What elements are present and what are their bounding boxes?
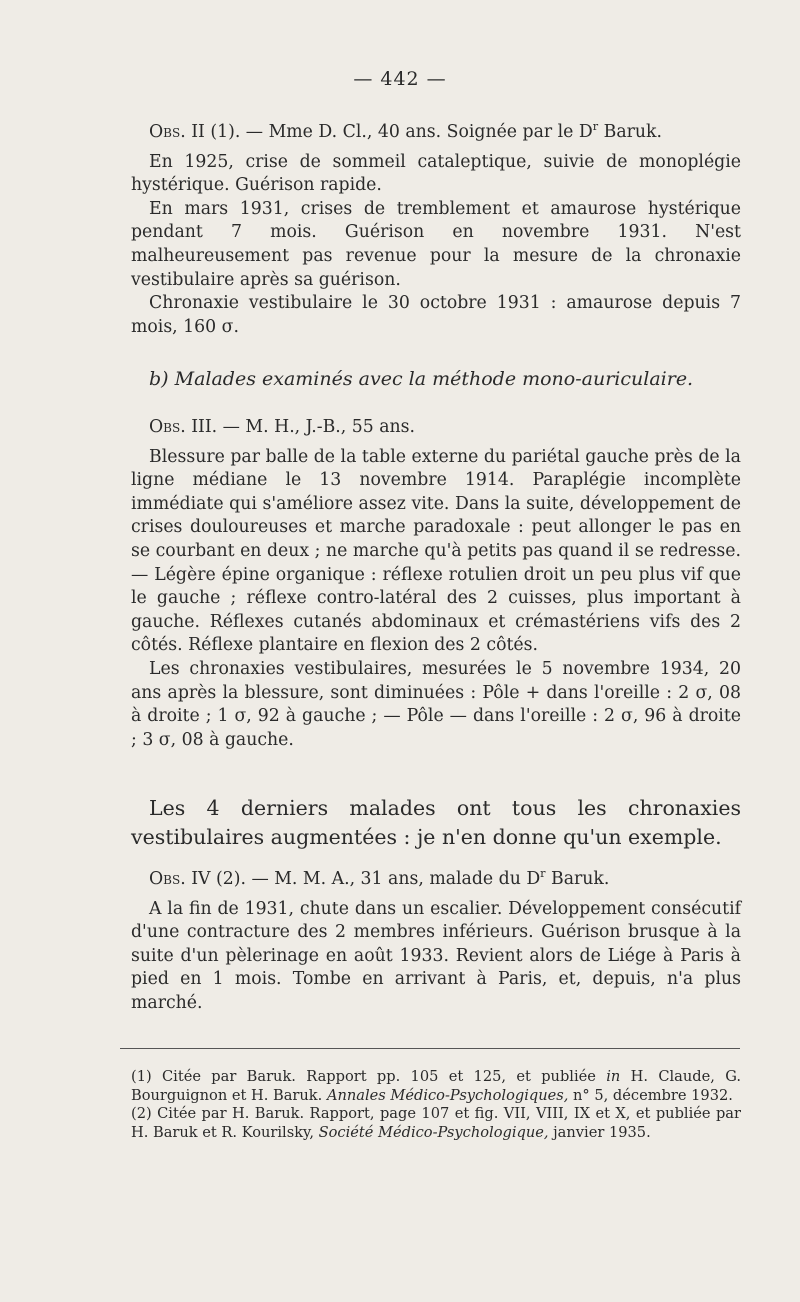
- summary-text: Les 4 derniers malades ont tous les chronaxies vestibulaires augmentées : je n'en donne qu'un exemple.: [131, 796, 741, 849]
- summary-block: [131, 794, 741, 852]
- obs-2-paragraph-2: En mars 1931, crises de tremblement et amaurose hystérique pendant 7 mois. Guérison en novembre 1931. N'est malheureusement pas revenue pour la mesure de la chronaxie vestibulaire après sa guérison.: [131, 198, 741, 290]
- footnote-1: (1) Citée par Baruk. Rapport pp. 105 et 125, et publiée in H. Claude, G. Bourguignon et H. Baruk. Annales Médico-Psychologiques, n° 5, décembre 1932.: [131, 1068, 741, 1104]
- obs-2-paragraph-3: Chronaxie vestibulaire le 30 octobre 1931 : amaurose depuis 7 mois, 160 σ.: [131, 293, 741, 337]
- obs-3-heading: Obs. III. — M. H., J.-B., 55 ans.: [149, 417, 416, 437]
- obs-4-paragraph-1: A la fin de 1931, chute dans un escalier. Développement consécutif d'une contracture des 2 membres inférieurs. Guérison brusque à la suite d'un pèlerinage en août 1933. Revient alors de Liége à Paris à pied en 1 mois. Tombe en arrivant à Paris, et, depuis, n'a plus marché.: [131, 898, 741, 1013]
- page-number: — 442 —: [353, 68, 447, 90]
- obs-3-paragraph-2: Les chronaxies vestibulaires, mesurées le 5 novembre 1934, 20 ans après la blessure, sont diminuées : Pôle + dans l'oreille : 2 σ, 08 à droite ; 1 σ, 92 à gauche ; — Pôle — dans l'oreille : 2 σ, 96 à droite ; 3 σ, 08 à gauche.: [131, 658, 741, 750]
- obs-3-block: [131, 416, 741, 752]
- obs-4-block: [131, 868, 741, 1016]
- footnote-divider: [120, 1048, 740, 1049]
- obs-2-block: [131, 121, 741, 339]
- obs-3-paragraph-1: Blessure par balle de la table externe du pariétal gauche près de la ligne médiane le 13 novembre 1914. Paraplégie incomplète immédiate qui s'améliore assez vite. Dans la suite, développement de crises douloureuses et marche paradoxale : peut allonger le pas en se courbant en deux ; ne marche qu'à petits pas quand il se redresse. — Légère épine organique : réflexe rotulien droit un peu plus vif que le gauche ; réflexe contro-latéral des 2 cuisses, plus important à gauche. Réflexes cutanés abdominaux et crémastériens vifs des 2 côtés. Réflexe plantaire en flexion des 2 côtés.: [131, 446, 741, 656]
- obs-2-paragraph-1: En 1925, crise de sommeil cataleptique, suivie de monoplégie hystérique. Guérison rapide.: [131, 151, 741, 196]
- section-b: [131, 368, 741, 390]
- section-b-title: b) Malades examinés avec la méthode mono-auriculaire.: [149, 368, 694, 390]
- obs-2-heading: Obs. II (1). — Mme D. Cl., 40 ans. Soignée par le $D^r$ Baruk.: [149, 120, 662, 142]
- footnotes: [131, 1068, 741, 1142]
- footnote-2: (2) Citée par H. Baruk. Rapport, page 107 et fig. VII, VIII, IX et X, et publiée par H. Baruk et R. Kourilsky, Société Médico-Psychologique, janvier 1935.: [131, 1105, 741, 1141]
- obs-4-heading: Obs. IV (2). — M. M. A., 31 ans, malade du $D^r$ Baruk.: [149, 867, 610, 889]
